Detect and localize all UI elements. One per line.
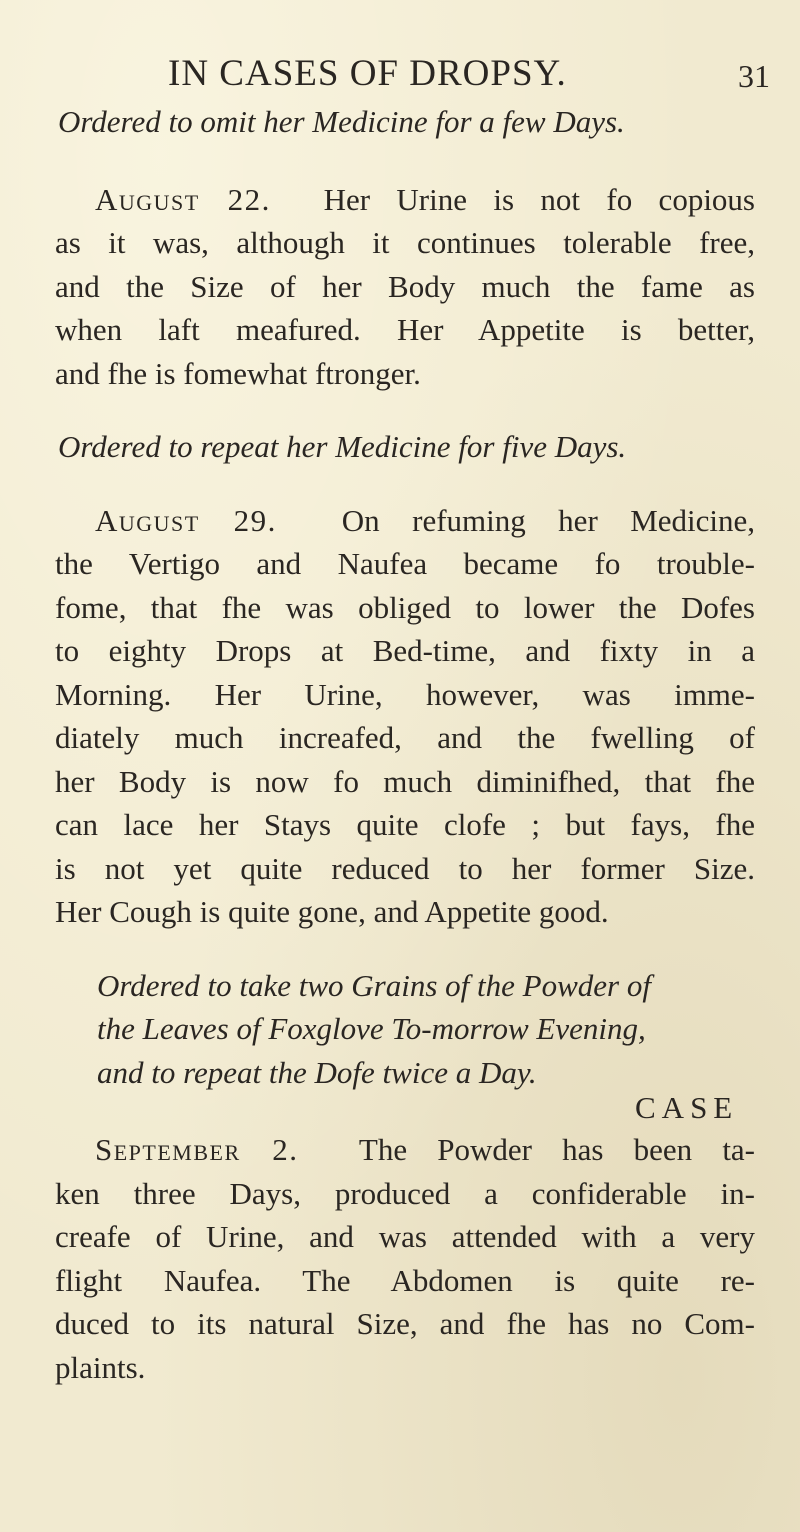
body-text bbox=[55, 100, 755, 1389]
entry-august-22 bbox=[55, 178, 755, 396]
entry-line: ken three Days, produced a confiderable in- bbox=[55, 1175, 755, 1211]
running-head: IN CASES OF DROPSY. bbox=[168, 53, 567, 94]
entry-line: diately much increafed, and the fwelling of bbox=[55, 720, 755, 755]
order-repeat-medicine bbox=[55, 425, 755, 469]
page-number: 31 bbox=[738, 58, 770, 94]
entry-line: and fhe is fomewhat ftronger. bbox=[55, 355, 421, 391]
entry-line: when laft meafured. Her Appetite is better, bbox=[55, 312, 755, 347]
order-foxglove-powder bbox=[55, 964, 755, 1095]
entry-line: On refuming her Medicine, bbox=[341, 502, 756, 538]
entry-date: August 22. bbox=[95, 181, 271, 217]
entry-line: plaints. bbox=[55, 1349, 146, 1385]
entry-date: September 2. bbox=[95, 1132, 299, 1167]
entry-line: duced to its natural Size, and fhe has no Com- bbox=[55, 1306, 755, 1341]
catchword: CASE bbox=[635, 1090, 739, 1125]
entry-line: is not yet quite reduced to her former Size. bbox=[55, 850, 755, 886]
entry-line: can lace her Stays quite clofe ; but fays, fhe bbox=[55, 807, 755, 842]
entry-line: the Vertigo and Naufea became fo trouble- bbox=[55, 546, 755, 581]
entry-line: her Body is now fo much diminifhed, that fhe bbox=[55, 763, 755, 799]
entry-line: Morning. Her Urine, however, was imme- bbox=[55, 676, 755, 712]
order-line: and to repeat the Dofe twice a Day. bbox=[97, 1054, 537, 1090]
order-line: Ordered to repeat her Medicine for five Days. bbox=[58, 429, 627, 464]
entry-september-2 bbox=[55, 1128, 755, 1389]
entry-line: as it was, although it continues tolerable free, bbox=[55, 225, 755, 260]
order-line: Ordered to take two Grains of the Powder of bbox=[97, 967, 651, 1003]
entry-august-29 bbox=[55, 499, 755, 934]
entry-line: fome, that fhe was obliged to lower the Dofes bbox=[55, 589, 755, 625]
entry-line: Her Cough is quite gone, and Appetite good. bbox=[55, 894, 609, 929]
entry-line: creafe of Urine, and was attended with a very bbox=[55, 1219, 755, 1254]
entry-line: Her Urine is not fo copious bbox=[323, 181, 755, 217]
entry-line: flight Naufea. The Abdomen is quite re- bbox=[55, 1262, 755, 1298]
order-omit-medicine bbox=[55, 100, 755, 144]
entry-line: and the Size of her Body much the fame as bbox=[55, 268, 755, 304]
entry-line: to eighty Drops at Bed-time, and fixty in a bbox=[55, 633, 755, 668]
order-line: Ordered to omit her Medicine for a few Days. bbox=[58, 104, 625, 139]
order-line: the Leaves of Foxglove To-morrow Evening, bbox=[97, 1011, 646, 1046]
entry-line: The Powder has been ta- bbox=[358, 1132, 756, 1167]
entry-date: August 29. bbox=[95, 502, 277, 538]
